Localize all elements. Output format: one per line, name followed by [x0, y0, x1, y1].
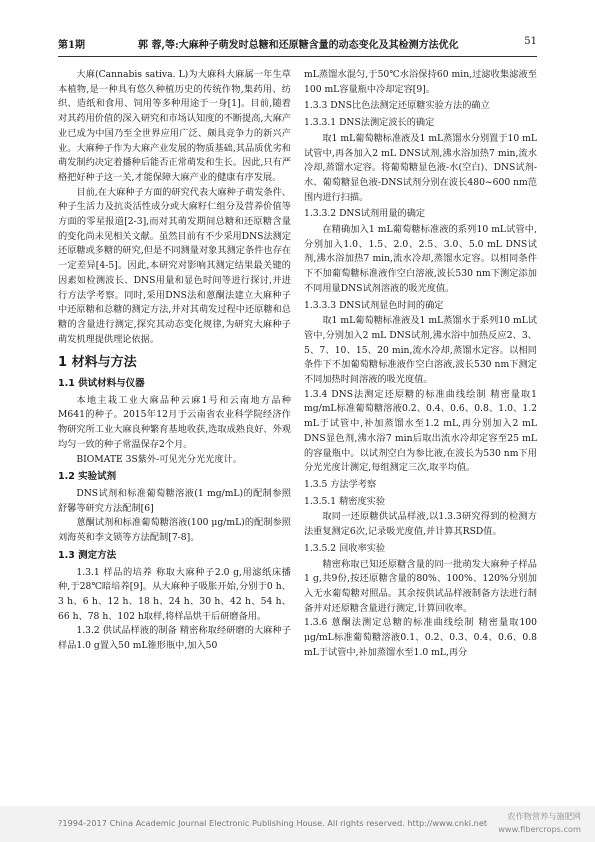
- intro-paragraph-2: 目前,在大麻种子方面的研究代表大麻种子萌发条件、种子生活力及抗炎活性成分或大麻籽仁组分及营养价值等方面的零星报道[2-3],而对其萌发期间总糖和还原糖含量的变化尚未见相关文献。虽然目前有不少采用DNS法测定还原糖或多糖的研究,但是不同测量对象其测定条件也存在一定差异[4-5]。因此,本研究对影响其测定结果最关键的因素如检测波长、DNS用量和显色时间等进行探讨,并进行方法学考察。同时,采用DNS法和蒽酮法建立大麻种子中还原糖和总糖的测定方法,并对其萌发过程中还原糖和总糖的含量进行测定,探究其动态变化规律,为研究大麻种子萌发机理提供理论依据。: [58, 186, 292, 345]
- dns-dosage-paragraph: 在精确加入1 mL葡萄糖标准液的系列10 mL试管中,分别加入1.0、1.5、2.0、2.5、3.0、5.0 mL DNS试剂,沸水浴加热7 min,流水冷却,蒸馏水定容。以相同条件下不加葡萄糖标准液作空白溶液,波长530 nm下测定添加不同用量DNS试剂溶液的吸光度值。: [304, 224, 537, 294]
- running-title: 郭 蓉,等:大麻种子萌发时总糖和还原糖含量的动态变化及其检测方法优化: [138, 40, 459, 51]
- instrument-paragraph: BIOMATE 3S紫外-可见光分光光度计。: [76, 453, 242, 465]
- watermark: [498, 810, 581, 836]
- sample-culture-paragraph: 1.3.1 样品的培养 称取大麻种子2.0 g,用滤纸床播种,于28℃暗培养[9]。从大麻种子吸胀开始,分别于0 h、3 h、6 h、12 h、18 h、24 h、30 h、42 h、54 h、66 h、78 h、102 h取样,将样品烘干后研磨备用。: [58, 566, 291, 622]
- right-column: [304, 68, 537, 660]
- intro-paragraph-1: 大麻(Cannabis sativa. L)为大麻科大麻属一年生草本植物,是一种具有悠久种植历史的传统作物,集药用、纺织、造纸和食用、饲用等多种用途于一身[1]。目前,随着对其药用价值的深入研究和市场认知度的不断提高,大麻产业已成为中国乃至全世界应用广泛、颇具竞争力的新兴产业。大麻种子作为大麻产业发展的物质基础,其品质优劣和萌发制约决定着播种后能否正常萌发和生长。因此,只有严格把好种子这一关,才能保障大麻产业的健康有序发展。: [58, 69, 291, 183]
- section-heading-materials-methods: 1 材料与方法: [58, 355, 137, 371]
- wavelength-paragraph: 取1 mL葡萄糖标准液及1 mL蒸馏水分别置于10 mL试管中,再各加入2 mL DNS试剂,沸水浴加热7 min,流水冷却,蒸馏水定容。将葡萄糖显色液-水(空白)、DNS试剂-水、葡萄糖显色液-DNS试剂分别在波长480~600 nm范围内进行扫描。: [304, 132, 537, 203]
- heading-precision: 1.3.5.1 精密度实验: [304, 495, 386, 507]
- watermark-text: 农作物营养与施肥网: [507, 811, 581, 821]
- page-number: 51: [524, 36, 537, 47]
- precision-paragraph: 取同一还原糖供试品样液,以1.3.3研究得到的检测方法重复测定6次,记录吸光度值,并计算其RSD值。: [304, 511, 537, 538]
- watermark-url: www.fibercrops.com: [498, 824, 581, 834]
- header-rule: [58, 56, 537, 57]
- heading-methodology: 1.3.5 方法学考察: [304, 478, 377, 490]
- heading-color-time: 1.3.3.3 DNS试剂显色时间的确定: [304, 299, 444, 311]
- dns-reagent-paragraph: DNS试剂和标准葡萄糖溶液(1 mg/mL)的配制参照舒馨等研究方法配制[6]: [58, 487, 291, 514]
- heading-recovery: 1.3.5.2 回收率实验: [304, 542, 386, 554]
- subsection-heading-reagents: 1.2 实验试剂: [58, 471, 117, 483]
- page-footer: [0, 806, 595, 842]
- running-header: [58, 36, 537, 52]
- standard-curve-anthrone-paragraph: 1.3.6 蒽酮法测定总糖的标准曲线绘制 精密量取100 μg/mL标准葡萄糖溶液0.1、0.2、0.3、0.4、0.6、0.8 mL于试管中,补加蒸馏水至1.0 mL,再分: [304, 617, 537, 658]
- recovery-paragraph: 精密称取已知还原糖含量的同一批萌发大麻种子样品1 g,共9份,按还原糖含量的80%、100%、120%分别加入无水葡萄糖对照品。其余按供试品样液制备方法进行制备并对还原糖含量进行测定,计算回收率。: [304, 558, 537, 614]
- copyright-notice: ?1994-2017 China Academic Journal Electronic Publishing House. All rights reserved. http://www.cnki.net: [58, 818, 488, 828]
- subsection-heading-materials: 1.1 供试材料与仪器: [58, 378, 145, 390]
- continued-paragraph: mL蒸馏水混匀,于50℃水浴保持60 min,过滤收集滤液至100 mL容量瓶中冷却定容[9]。: [304, 69, 537, 95]
- heading-dns-dosage: 1.3.3.2 DNS试剂用量的确定: [304, 208, 426, 220]
- sample-preparation-paragraph: 1.3.2 供试品样液的制备 精密称取经研磨的大麻种子样品1.0 g置入50 mL锥形瓶中,加入50: [58, 625, 291, 652]
- heading-dns-method: 1.3.3 DNS比色法测定还原糖实验方法的确立: [304, 100, 490, 112]
- left-column: [58, 68, 291, 654]
- standard-curve-dns-paragraph: 1.3.4 DNS法测定还原糖的标准曲线绘制 精密量取1 mg/mL标准葡萄糖溶液0.2、0.4、0.6、0.8、1.0、1.2 mL于试管中,补加蒸馏水至1.2 mL,再分别加入2 mL DNS显色剂,沸水浴7 min后取出流水冷却定容至25 mL的容量瓶中。以试剂空白为参比液,在波长为530 nm下用分光光度计测定,每组测定三次,取平均值。: [304, 388, 537, 474]
- issue-number: 第1期: [58, 40, 85, 51]
- anthrone-reagent-paragraph: 蒽酮试剂和标准葡萄糖溶液(100 μg/mL)的配制参照刘海英和李文锁等方法配制[7-8]。: [58, 517, 291, 544]
- color-time-paragraph: 取1 mL葡萄糖标准液及1 mL蒸馏水于系列10 mL试管中,分别加入2 mL DNS试剂,沸水浴中加热反应2、3、5、7、10、15、20 min,流水冷却,蒸馏水定容。以相同条件下不加葡萄糖标准液作空白溶液,波长530 nm下测定不同加热时间溶液的吸光度值。: [304, 315, 537, 386]
- heading-wavelength: 1.3.3.1 DNS法测定波长的确定: [304, 117, 435, 129]
- subsection-heading-methods: 1.3 测定方法: [58, 549, 117, 561]
- materials-paragraph: 本地主栽工业大麻品种云麻1号和云南地方品种M641的种子。2015年12月于云南省农业科学院经济作物研究所工业大麻良种繁育基地收获,选取成熟良好、外观均匀一致的种子常温保存2个月。: [58, 394, 291, 450]
